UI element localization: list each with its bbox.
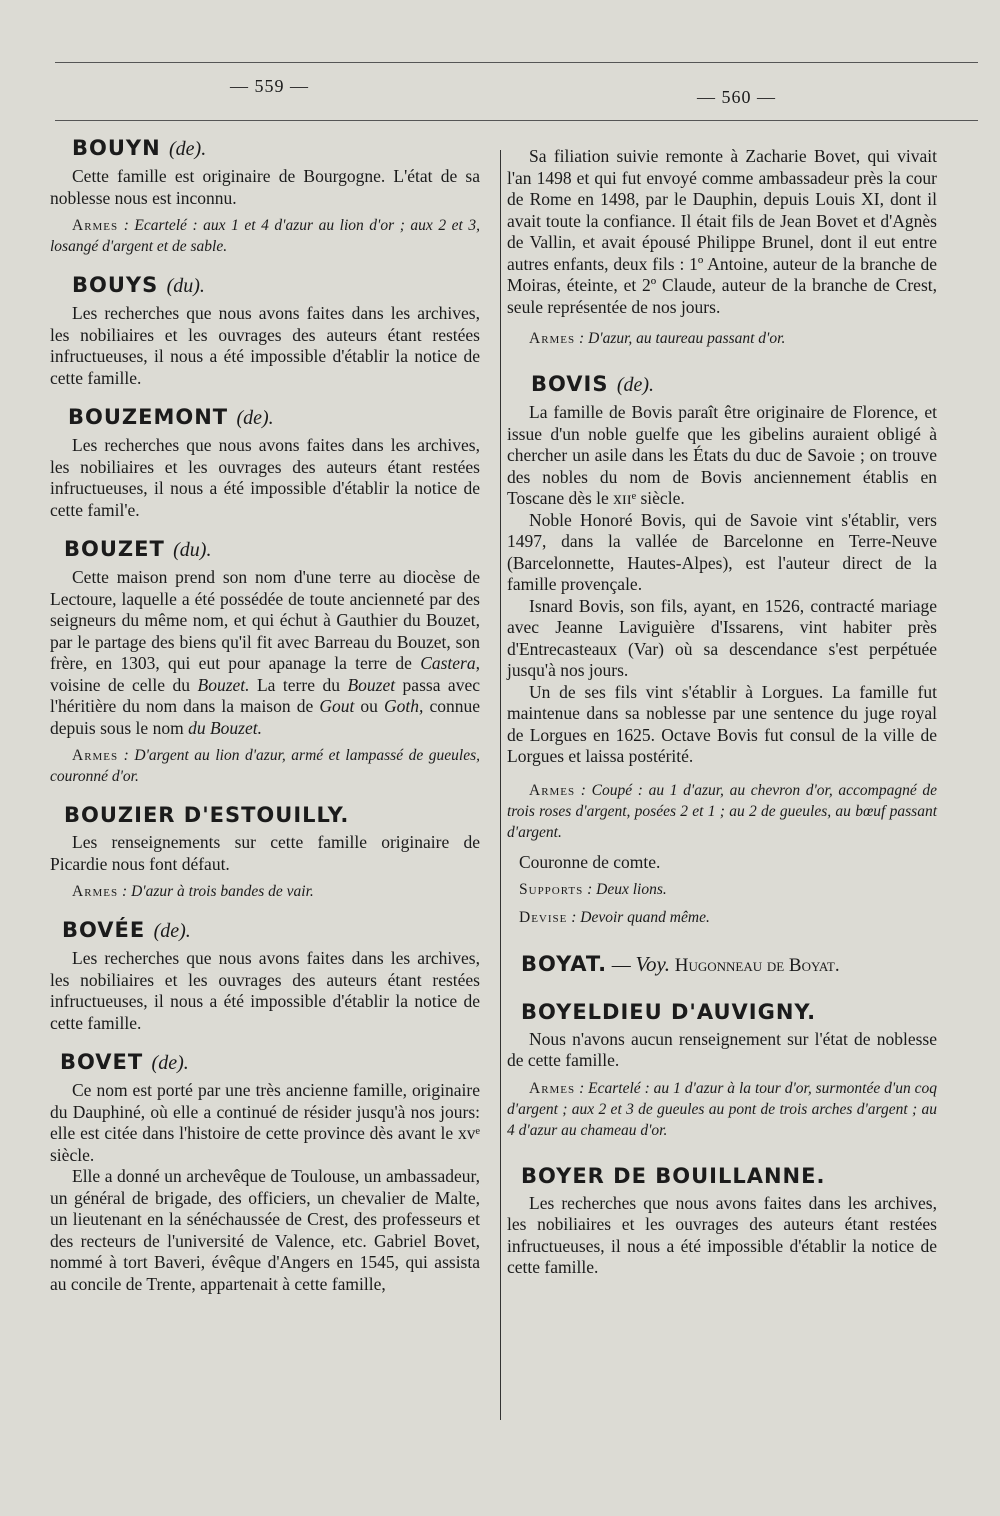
arms-line xyxy=(507,780,937,843)
arms-label: Armes xyxy=(72,883,119,900)
entry-bovet xyxy=(50,1049,480,1295)
entry-title: BOUZET xyxy=(64,537,165,561)
entry-bovee xyxy=(50,917,480,1034)
entry-bouyn xyxy=(50,135,480,257)
entry-particle: (de). xyxy=(616,374,655,396)
motto-line xyxy=(507,907,937,929)
text-run: passa avec l'héritière du nom dans la maison de xyxy=(50,674,480,716)
entry-particle: (de). xyxy=(236,407,274,429)
entry-text: Les recherches que nous avons faites dans les archives, les nobiliaires et les ouvrages des auteurs étant restées infructueuses, il nous a été impossible d'établir la notice de cette famil'e. xyxy=(50,435,480,520)
place-name: Castera, xyxy=(420,653,480,673)
page-number-right: — 560 — xyxy=(697,87,776,107)
arms-label: Armes xyxy=(529,781,576,799)
arms-line xyxy=(507,328,937,349)
entry-text: Nous n'avons aucun renseignement sur l'état de noblesse de cette famille. xyxy=(507,1028,937,1070)
motto-label: Devise xyxy=(519,908,568,926)
arms-line xyxy=(507,1078,937,1141)
entry-text xyxy=(50,567,480,739)
entry-title: BOVÉE xyxy=(62,918,146,942)
arms-label: Armes xyxy=(72,747,119,764)
place-name: Bouzet xyxy=(347,674,396,695)
entry-bouzet xyxy=(50,536,480,787)
entry-text: La famille de Bovis paraît être originaire de Florence, et issue d'un noble guelfe que les gibelins auraient obligé à chercher un asile dans les États du duc de Savoie ; on trouve des nobles du nom de Bovis anciennement établis en Toscane dès le xɪɪᵉ siècle. xyxy=(507,402,937,508)
entry-bouys xyxy=(50,272,480,389)
entry-boyeldieu xyxy=(507,999,937,1141)
entry-boyat xyxy=(507,951,937,979)
cross-reference: Hugonneau de Boyat. xyxy=(669,954,840,976)
page-number-left: — 559 — xyxy=(230,76,309,96)
entry-particle: (du). xyxy=(173,539,212,561)
place-name: Goth, xyxy=(384,696,424,716)
left-column xyxy=(50,135,480,1310)
arms-line xyxy=(50,745,480,787)
text-run: La terre du xyxy=(249,674,348,695)
entry-particle: (de). xyxy=(151,1052,189,1074)
place-name: du Bouzet. xyxy=(188,717,262,738)
supports-line xyxy=(507,879,937,901)
entry-text: Les recherches que nous avons faites dans les archives, les nobiliaires et les ouvrages des auteurs étant restées infructueuses, il nous a été impossible d'établir la notice de cette famille. xyxy=(50,948,480,1033)
entry-title: BOUYN xyxy=(72,136,161,160)
entry-particle: (du). xyxy=(166,275,205,297)
entry-bouzemont xyxy=(50,404,480,521)
entry-title: BOYAT. xyxy=(521,951,608,976)
place-name: Bouzet. xyxy=(197,674,250,695)
entry-title: BOYELDIEU D'AUVIGNY. xyxy=(521,999,817,1024)
entry-title: BOVET xyxy=(60,1050,144,1074)
column-divider xyxy=(500,150,501,1420)
text-run: ou xyxy=(354,696,384,716)
entry-text: Ce nom est porté par une très ancienne famille, originaire du Dauphiné, où elle a continué de résider jusqu'à nos jours: elle est citée dans l'histoire de cette province dès avant le xvᵉ siècle. xyxy=(50,1080,480,1165)
supports-label: Supports xyxy=(519,880,584,898)
arms-label: Armes xyxy=(529,330,576,347)
arms-text: : D'azur à trois bandes de vair. xyxy=(118,883,314,900)
entry-title: BOYER DE BOUILLANNE. xyxy=(521,1163,826,1188)
arms-text: : D'argent au lion d'azur, armé et lampassé de gueules, couronné d'or. xyxy=(50,747,480,785)
arms-text: : Coupé : au 1 d'azur, au chevron d'or, accompagné de trois roses d'argent, posées 2 et 1 ; au 2 de gueules, au bœuf passant d'argent. xyxy=(507,781,937,841)
entry-text: Elle a donné un archevêque de Toulouse, un ambassadeur, un général de brigade, des officiers, un chevalier de Malte, un lieutenant en la sénéchaussée de Crest, des professeurs et des recteurs de l'université de Valence, etc. Gabriel Bovet, nommé à tort Baveri, évêque d'Angers en 1545, qui assista au concile de Trente, appartenait à cette famille, xyxy=(50,1166,480,1294)
entry-title: BOUZIER D'ESTOUILLY. xyxy=(64,803,350,827)
arms-label: Armes xyxy=(72,217,119,234)
entry-title: BOUZEMONT xyxy=(68,405,229,429)
text-run: voisine de celle du xyxy=(50,674,198,695)
entry-text: Les recherches que nous avons faites dans les archives, les nobiliaires et les ouvrages des auteurs étant restées infructueuses, il nous a été impossible d'établir la notice de cette famille. xyxy=(50,303,480,388)
entry-text: Sa filiation suivie remonte à Zacharie Bovet, qui vivait l'an 1498 et qui fut envoyé comme ambassadeur près la cour de Rome en 1498, par le Dauphin, depuis Louis XI, dont il avait toute la confiance. Il était fils de Jean Bovet et d'Agnès de Vallin, et avait épousé Philippe Brunel, dont il eut entre autres enfants, deux fils : 1º Antoine, auteur de la branche de Moiras, éteinte, et 2º Claude, auteur de la branche de Crest, seule représentée de nos jours. xyxy=(507,146,937,317)
entry-text: Un de ses fils vint s'établir à Lorgues. La famille fut maintenue dans sa noblesse par une sentence du juge royal de Lorgues en 1625. Octave Bovis fut consul de la ville de Lorgues et laissa postérité. xyxy=(507,681,937,766)
entry-text: Cette famille est originaire de Bourgogne. L'état de sa noblesse nous est inconnu. xyxy=(50,166,480,208)
entry-text: Noble Honoré Bovis, qui de Savoie vint s'établir, vers 1497, dans la vallée de Barcelonne en Terre-Neuve (Barcelonnette, Hautes-Alpes), est l'auteur direct de la famille provençale. xyxy=(507,509,937,594)
entry-particle: (de). xyxy=(169,138,207,160)
entry-text: Les recherches que nous avons faites dans les archives, les nobiliaires et les ouvrages des auteurs étant restées infructueuses, il nous a été impossible d'établir la notice de cette famille. xyxy=(507,1192,937,1277)
motto-text: : Devoir quand même. xyxy=(567,908,710,926)
arms-text: : Ecartelé : aux 1 et 4 d'azur au lion d'or ; aux 2 et 3, losangé d'argent et de sable. xyxy=(50,217,480,255)
right-column xyxy=(507,146,937,1294)
place-name: Gout xyxy=(319,696,355,716)
entry-title: BOVIS xyxy=(531,372,609,396)
arms-label: Armes xyxy=(529,1079,576,1097)
arms-line xyxy=(50,881,480,902)
entry-bovet-continued xyxy=(507,146,937,349)
entry-text: Isnard Bovis, son fils, ayant, en 1526, contracté mariage avec Jeanne Laviguière d'Issarens, vint habiter près d'Entrecasteaux (Var) où sa descendance s'est perpétuée jusqu'à nos jours. xyxy=(507,595,937,680)
crown-line: Couronne de comte. xyxy=(519,851,661,872)
top-rule xyxy=(55,62,978,63)
text-run: Cette maison prend son nom d'une terre au diocèse de Lectoure, laquelle a été possédée de toute ancienneté par des seigneurs du même nom, et qui échut à Gauthier du Bouzet, par le partage des biens qu'il fit avec Barreau du Bouzet, son frère, en 1303, qui eut pour apanage la terre de xyxy=(50,567,480,673)
entry-boyer xyxy=(507,1163,937,1279)
arms-text: : Ecartelé : au 1 d'azur à la tour d'or, surmontée d'un coq d'argent ; aux 2 et 3 de gueules au pont de trois arches d'argent ; au 4 d'azur au chameau d'or. xyxy=(507,1079,937,1139)
text-run: connue depuis sous le nom xyxy=(50,696,480,738)
entry-bovis xyxy=(507,371,937,929)
entry-dash: — xyxy=(607,954,636,976)
entry-bouzier xyxy=(50,802,480,902)
voy-label: Voy. xyxy=(635,951,670,976)
supports-text: : Deux lions. xyxy=(583,880,667,898)
arms-line xyxy=(50,215,480,257)
header-rule xyxy=(55,120,978,121)
entry-text: Les renseignements sur cette famille originaire de Picardie nous font défaut. xyxy=(50,832,480,874)
entry-particle: (de). xyxy=(153,920,191,942)
entry-title: BOUYS xyxy=(72,273,159,297)
arms-text: : D'azur, au taureau passant d'or. xyxy=(575,330,786,347)
